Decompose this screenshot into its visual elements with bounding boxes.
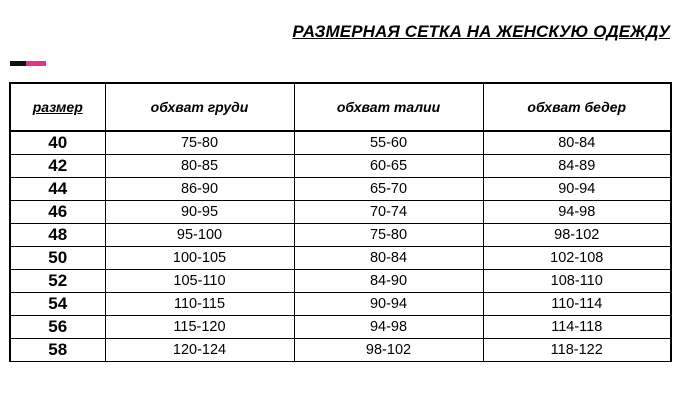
- waist-cell: 84-90: [294, 270, 483, 293]
- table-row: [10, 131, 671, 155]
- waist-cell: 80-84: [294, 247, 483, 270]
- brand-stripe-dark-segment: [10, 61, 26, 66]
- waist-cell: 98-102: [294, 339, 483, 362]
- chest-cell: 95-100: [105, 224, 294, 247]
- table-row: [10, 316, 671, 339]
- table-row: [10, 293, 671, 316]
- table-body: [10, 131, 671, 362]
- table-header-row: [10, 83, 671, 131]
- chest-cell: 80-85: [105, 155, 294, 178]
- chest-cell: 120-124: [105, 339, 294, 362]
- chest-cell: 90-95: [105, 201, 294, 224]
- table-row: [10, 178, 671, 201]
- header-waist: обхват талии: [294, 83, 483, 131]
- page-title: РАЗМЕРНАЯ СЕТКА НА ЖЕНСКУЮ ОДЕЖДУ: [292, 22, 670, 41]
- hips-cell: 90-94: [483, 178, 671, 201]
- header-hips: обхват бедер: [483, 83, 671, 131]
- header-size-label: размер: [32, 99, 83, 115]
- size-cell: 42: [10, 155, 105, 178]
- waist-cell: 94-98: [294, 316, 483, 339]
- hips-cell: 84-89: [483, 155, 671, 178]
- waist-cell: 70-74: [294, 201, 483, 224]
- table-row: [10, 201, 671, 224]
- table-row: [10, 270, 671, 293]
- size-cell: 54: [10, 293, 105, 316]
- hips-cell: 110-114: [483, 293, 671, 316]
- waist-cell: 60-65: [294, 155, 483, 178]
- table-row: [10, 155, 671, 178]
- size-cell: 48: [10, 224, 105, 247]
- hips-cell: 114-118: [483, 316, 671, 339]
- size-cell: 58: [10, 339, 105, 362]
- brand-stripe-pink-segment: [26, 61, 46, 66]
- brand-stripe: [10, 61, 46, 66]
- chest-cell: 100-105: [105, 247, 294, 270]
- size-cell: 46: [10, 201, 105, 224]
- hips-cell: 98-102: [483, 224, 671, 247]
- waist-cell: 55-60: [294, 131, 483, 155]
- chest-cell: 75-80: [105, 131, 294, 155]
- table-row: [10, 224, 671, 247]
- header-chest: обхват груди: [105, 83, 294, 131]
- size-cell: 40: [10, 131, 105, 155]
- table-row: [10, 247, 671, 270]
- chest-cell: 110-115: [105, 293, 294, 316]
- waist-cell: 65-70: [294, 178, 483, 201]
- size-cell: 50: [10, 247, 105, 270]
- table-row: [10, 339, 671, 362]
- header-size: [10, 83, 105, 131]
- hips-cell: 80-84: [483, 131, 671, 155]
- size-cell: 56: [10, 316, 105, 339]
- chest-cell: 105-110: [105, 270, 294, 293]
- size-cell: 44: [10, 178, 105, 201]
- waist-cell: 90-94: [294, 293, 483, 316]
- hips-cell: 94-98: [483, 201, 671, 224]
- hips-cell: 118-122: [483, 339, 671, 362]
- waist-cell: 75-80: [294, 224, 483, 247]
- hips-cell: 108-110: [483, 270, 671, 293]
- chest-cell: 86-90: [105, 178, 294, 201]
- size-chart-table: [9, 82, 672, 362]
- hips-cell: 102-108: [483, 247, 671, 270]
- chest-cell: 115-120: [105, 316, 294, 339]
- size-cell: 52: [10, 270, 105, 293]
